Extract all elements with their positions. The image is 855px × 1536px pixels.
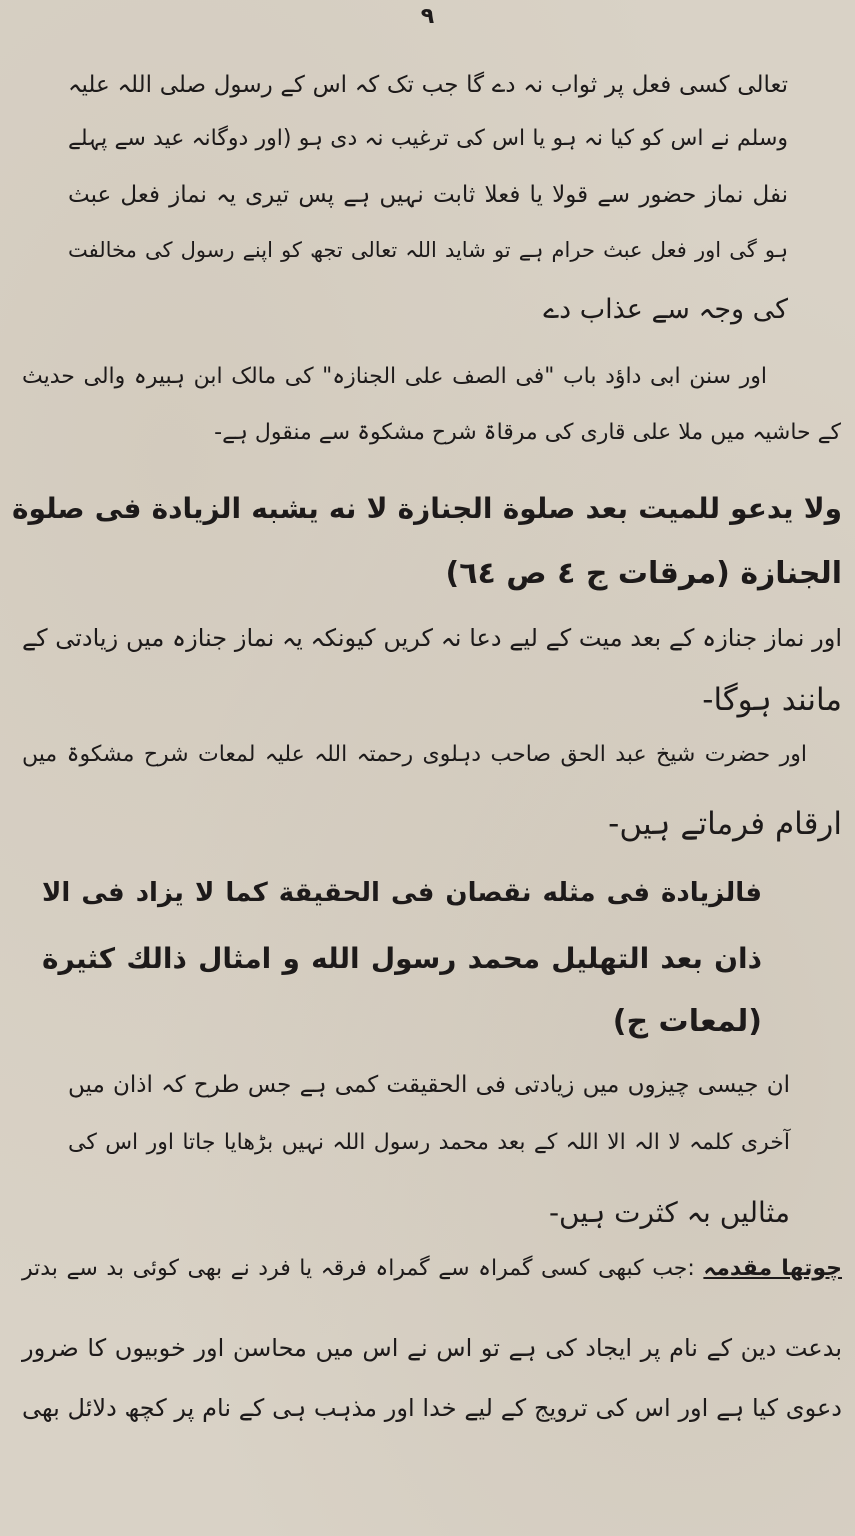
text-line: آخری کلمہ لا الہ الا اللہ کے بعد محمد رسول اللہ نہیں بڑھایا جاتا اور اس کی: [68, 1130, 790, 1155]
section-line: [22, 1256, 842, 1282]
text-line: اور نماز جنازہ کے بعد میت کے لیے دعا نہ کریں کیونکہ یہ نماز جنازہ میں زیادتی کے: [22, 624, 842, 652]
text-line: تعالی کسی فعل پر ثواب نہ دے گا جب تک کہ اس کے رسول صلی اللہ علیہ: [68, 72, 788, 98]
section-text: :جب کبھی کسی گمراہ سے گمراہ فرقہ یا فرد نے بھی کوئی بد سے بدتر: [22, 1256, 704, 1281]
text-line: مانند ہوگا-: [702, 682, 842, 718]
arabic-quote-line: فالزيادة فى مثله نقصان فى الحقيقة كما لا يزاد فى الا: [42, 878, 762, 908]
arabic-quote-line: ولا يدعو للميت بعد صلوة الجنازة لا نه يشبه الزيادة فى صلوة: [12, 492, 842, 525]
page-number: ٩: [420, 4, 435, 29]
arabic-quote-line: (لمعات ج): [612, 1004, 762, 1039]
text-line: کے حاشیہ میں ملا علی قاری کی مرقاۃ شرح مشکوۃ سے منقول ہے-: [214, 420, 841, 445]
text-line: اور حضرت شیخ عبد الحق صاحب دہلوی رحمتہ اللہ علیہ لمعات شرح مشکوۃ میں: [22, 742, 807, 767]
section-heading: چوتھا مقدمہ: [703, 1256, 842, 1281]
arabic-quote-line: ذان بعد التهليل محمد رسول الله و امثال ذالك كثيرة: [42, 942, 762, 975]
text-line: اور سنن ابی داؤد باب "فی الصف علی الجنازہ" کی مالک ابن ہبیرہ والی حدیث: [22, 364, 767, 389]
text-line: وسلم نے اس کو کیا نہ ہو یا اس کی ترغیب نہ دی ہو (اور دوگانہ عید سے پہلے: [68, 126, 788, 151]
text-line: ارقام فرماتے ہیں-: [608, 806, 842, 842]
text-line: بدعت دین کے نام پر ایجاد کی ہے تو اس نے اس میں محاسن اور خوبیوں کا ضرور: [22, 1334, 842, 1362]
text-line: دعوی کیا ہے اور اس کی ترویج کے لیے خدا اور مذہب ہی کے نام پر کچھ دلائل بھی: [22, 1394, 842, 1422]
arabic-quote-line: الجنازة (مرقات ج ٤ ص ٦٤): [445, 556, 842, 591]
text-line: مثالیں بہ کثرت ہیں-: [548, 1196, 790, 1229]
text-line: کی وجہ سے عذاب دے: [543, 294, 788, 325]
text-line: ان جیسی چیزوں میں زیادتی فی الحقیقت کمی ہے جس طرح کہ اذان میں: [68, 1072, 790, 1098]
text-line: ہو گی اور فعل عبث حرام ہے تو شاید اللہ تعالی تجھ کو اپنے رسول کی مخالفت: [68, 238, 788, 262]
text-line: نفل نماز حضور سے قولا یا فعلا ثابت نہیں ہے پس تیری یہ نماز فعل عبث: [68, 182, 788, 208]
